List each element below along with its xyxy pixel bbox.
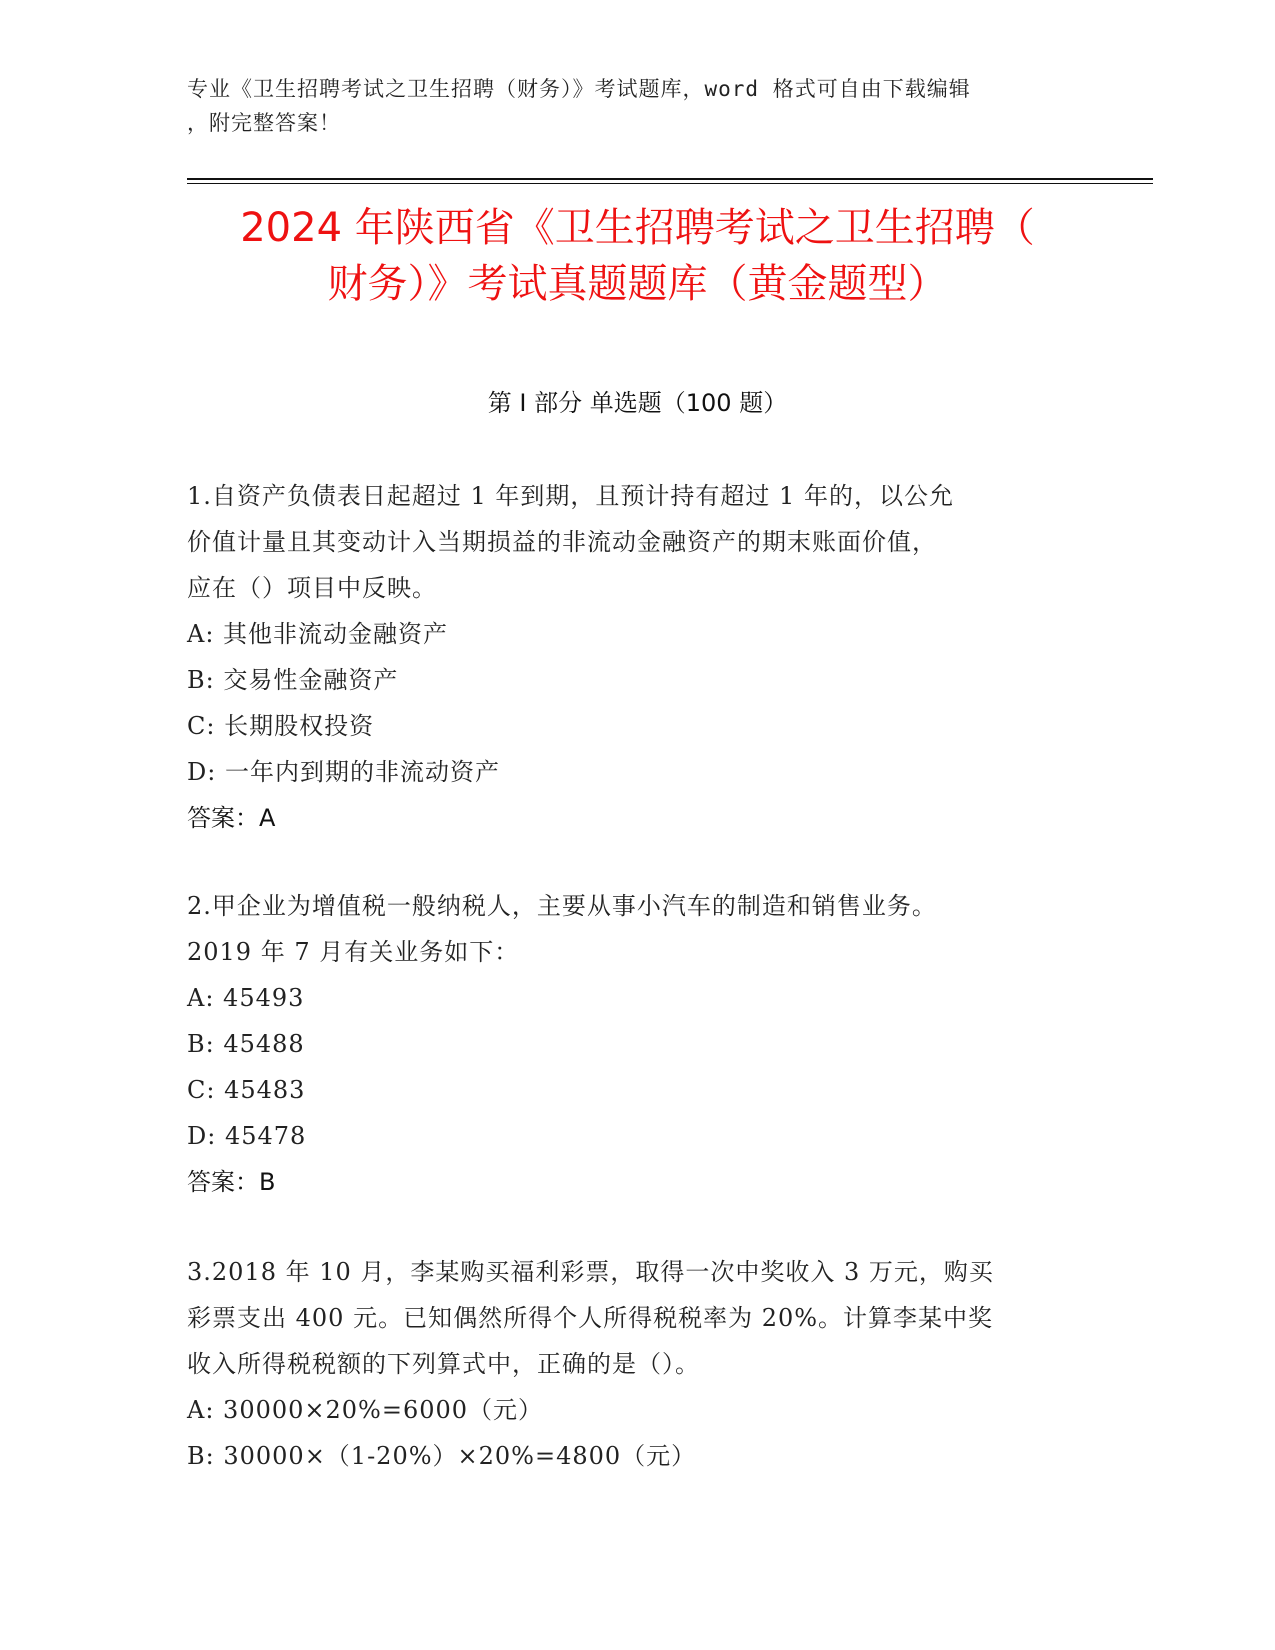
- question-stem: 彩票支出 400 元。已知偶然所得个人所得税税率为 20%。计算李某中奖: [187, 1304, 994, 1332]
- question-stem: 3.2018 年 10 月，李某购买福利彩票，取得一次中奖收入 3 万元，购买: [187, 1258, 994, 1286]
- option-c: C: 长期股权投资: [187, 712, 375, 740]
- option-c: C: 45483: [187, 1076, 306, 1104]
- question-stem: 应在（）项目中反映。: [187, 574, 437, 602]
- option-b: B: 交易性金融资产: [187, 666, 399, 694]
- question-2: [187, 883, 1087, 1205]
- option-a: A: 其他非流动金融资产: [187, 620, 449, 648]
- option-b: B: 30000×（1-20%）×20%=4800（元）: [187, 1442, 697, 1470]
- option-a: A: 30000×20%=6000（元）: [187, 1396, 544, 1424]
- question-1: [187, 473, 1087, 841]
- question-stem: 2.甲企业为增值税一般纳税人，主要从事小汽车的制造和销售业务。: [187, 892, 937, 920]
- option-d: D: 一年内到期的非流动资产: [187, 758, 500, 786]
- question-stem: 收入所得税税额的下列算式中，正确的是（）。: [187, 1350, 700, 1378]
- question-stem: 2019 年 7 月有关业务如下：: [187, 938, 520, 966]
- question-3: [187, 1249, 1087, 1479]
- answer: 答案：A: [187, 804, 276, 832]
- header-note-line-2: ，附完整答案！: [187, 111, 341, 135]
- option-b: B: 45488: [187, 1030, 305, 1058]
- document-title: [150, 200, 1125, 312]
- header-divider-thin: [187, 183, 1153, 184]
- question-stem: 1.自资产负债表日起超过 1 年到期，且预计持有超过 1 年的，以公允: [187, 482, 954, 510]
- answer: 答案：B: [187, 1168, 276, 1196]
- question-stem: 价值计量且其变动计入当期损益的非流动金融资产的期末账面价值，: [187, 528, 937, 556]
- header-note: [187, 72, 1087, 140]
- section-heading: 第 I 部分 单选题（100 题）: [487, 389, 788, 417]
- header-note-line-1: 专业《卫生招聘考试之卫生招聘（财务）》考试题库，word 格式可自由下载编辑: [187, 77, 971, 101]
- title-line-1: 2024 年陕西省《卫生招聘考试之卫生招聘（: [240, 205, 1035, 251]
- header-divider-thick: [187, 178, 1153, 180]
- title-line-2: 财务）》考试真题题库（黄金题型）: [327, 261, 948, 307]
- option-d: D: 45478: [187, 1122, 307, 1150]
- option-a: A: 45493: [187, 984, 305, 1012]
